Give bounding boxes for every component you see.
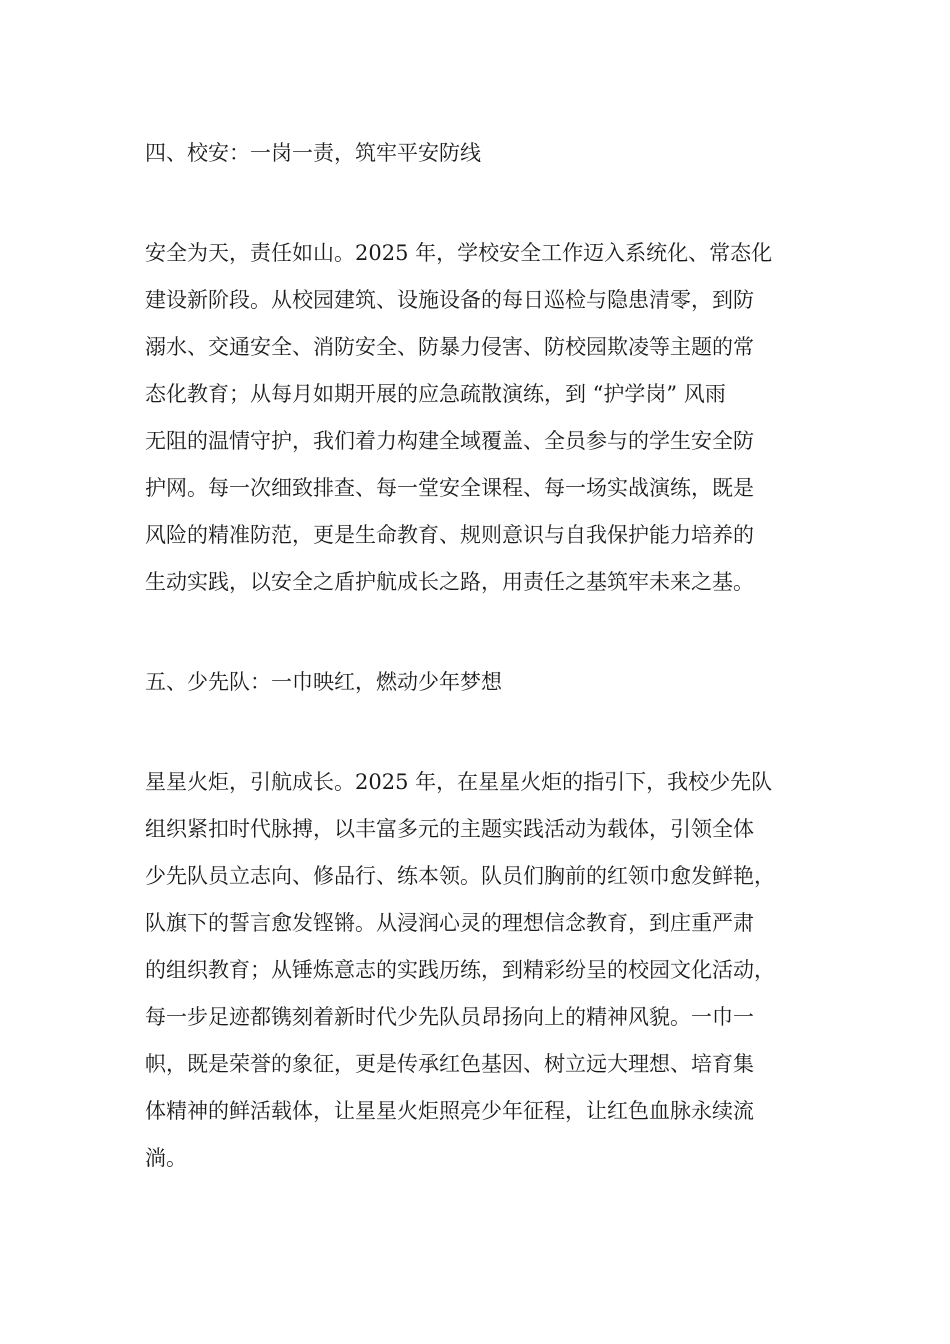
paragraph-line: 体精神的鲜活载体，让星星火炬照亮少年征程，让红色血脉永续流	[145, 1099, 754, 1123]
paragraph-line: 态化教育；从每月如期开展的应急疏散演练，到 “护学岗” 风雨	[145, 382, 726, 406]
paragraph-line: 风险的精准防范，更是生命教育、规则意识与自我保护能力培养的	[145, 523, 754, 547]
paragraph-line: 无阻的温情守护，我们着力构建全域覆盖、全员参与的学生安全防	[145, 429, 754, 453]
document-body	[145, 130, 825, 1182]
section-heading-young-pioneers: 五、少先队：一巾映红，燃动少年梦想	[145, 670, 502, 694]
section-heading-school-safety: 四、校安：一岗一责，筑牢平安防线	[145, 141, 481, 165]
paragraph-line: 每一步足迹都镌刻着新时代少先队员昂扬向上的精神风貌。一巾一	[145, 1005, 754, 1029]
paragraph-line: 溺水、交通安全、消防安全、防暴力侵害、防校园欺凌等主题的常	[145, 335, 754, 359]
paragraph-line: 生动实践，以安全之盾护航成长之路，用责任之基筑牢未来之基。	[145, 570, 754, 594]
paragraph-line: 安全为天，责任如山。2025 年，学校安全工作迈入系统化、常态化	[145, 241, 773, 265]
paragraph-line: 队旗下的誓言愈发铿锵。从浸润心灵的理想信念教育，到庄重严肃	[145, 911, 754, 935]
paragraph-line: 的组织教育；从锤炼意志的实践历练，到精彩纷呈的校园文化活动，	[145, 958, 775, 982]
paragraph-line: 组织紧扣时代脉搏，以丰富多元的主题实践活动为载体，引领全体	[145, 817, 754, 841]
paragraph-line: 星星火炬，引航成长。2025 年，在星星火炬的指引下，我校少先队	[145, 770, 773, 794]
paragraph-young-pioneers	[145, 759, 825, 1182]
paragraph-line: 建设新阶段。从校园建筑、设施设备的每日巡检与隐患清零，到防	[145, 288, 754, 312]
paragraph-line: 护网。每一次细致排查、每一堂安全课程、每一场实战演练，既是	[145, 476, 754, 500]
paragraph-line: 少先队员立志向、修品行、练本领。队员们胸前的红领巾愈发鲜艳，	[145, 864, 775, 888]
paragraph-school-safety	[145, 230, 825, 606]
paragraph-line: 帜，既是荣誉的象征，更是传承红色基因、树立远大理想、培育集	[145, 1052, 754, 1076]
paragraph-line: 淌。	[145, 1146, 187, 1170]
